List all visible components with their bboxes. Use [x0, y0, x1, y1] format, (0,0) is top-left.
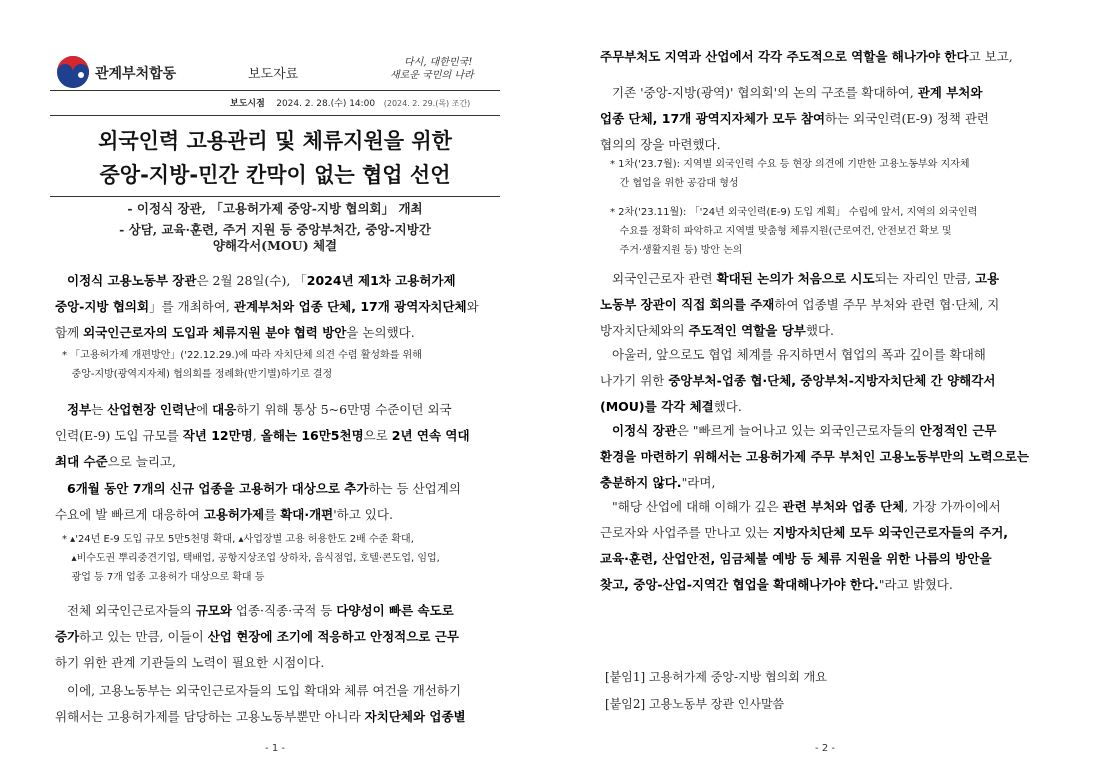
p1-paragraph-5 [55, 678, 505, 730]
title-line-1: 외국인력 고용관리 및 체류지원을 위한 [98, 129, 452, 153]
text-run: 에 [196, 402, 213, 417]
text-run: 수요에 발 빠르게 대응하여 [55, 507, 204, 522]
text-run: 을 논의했다. [346, 325, 415, 340]
text-run: 기존 '중앙-지방(광역)' 협의회'의 논의 구조를 확대하여, [612, 85, 918, 100]
release-info [230, 96, 470, 109]
bold-run: 업종 단체, 17개 광역지자체가 모두 참여 [600, 111, 826, 126]
release-label: 보도시점 [230, 99, 265, 109]
text-run: 를 [264, 507, 281, 522]
text-run: 아울러, 앞으로도 협업 체계를 유지하면서 협업의 폭과 깊이를 확대해 [612, 347, 986, 362]
title-line-2: 중앙-지방-민간 칸막이 없는 협업 선언 [99, 163, 451, 187]
bold-run: 중앙부처-업종 협·단체, 중앙부처-지방자치단체 간 양해각서 [668, 373, 996, 388]
bold-run: 고용허가제 [203, 507, 265, 522]
p1-paragraph-4 [55, 598, 505, 676]
text-run: 은 2월 28일(수), 「 [196, 273, 307, 288]
bold-run: 지방자치단체 모두 외국인근로자들의 주거, [772, 525, 1009, 540]
text-run: '하고 있다. [333, 507, 393, 522]
p2-note-2 [610, 203, 1060, 260]
p2-paragraph-1 [600, 44, 1060, 70]
text-run: "라고 밝혔다. [878, 577, 953, 592]
text-run: 는 [91, 402, 108, 417]
text-run: 했다. [713, 399, 742, 414]
text-run: 나가기 위한 [600, 373, 669, 388]
subtitle-2b: 양해각서(MOU) 체결 [212, 238, 338, 253]
bold-run: 산업현장 인력난 [107, 402, 197, 417]
text-run: 으로 [363, 428, 392, 443]
subtitle-2a: - 상담, 교육·훈련, 주거 지원 등 중앙부처간, 중앙-지방간 [119, 222, 431, 237]
bold-run: 6개월 동안 7개의 신규 업종을 고용허가 대상으로 추가 [67, 481, 369, 496]
bold-run: 중앙-지방 협의회 [55, 299, 150, 314]
bold-run: 교육·훈련, 산업안전, 임금체불 예방 등 체류 지원을 위한 나름의 방안을 [600, 551, 992, 566]
attachment-1: [붙임1] 고용허가제 중앙-지방 협의회 개요 [605, 670, 827, 684]
bold-run: 대응 [212, 402, 237, 417]
text-run: 방자치단체와의 [600, 323, 689, 338]
text-run: 외국인근로자 관련 [612, 271, 717, 286]
page-number-2: - 2 - [815, 743, 835, 754]
p2-note-1 [610, 155, 1060, 193]
bold-run: 관련 부처와 업종 단체 [782, 499, 905, 514]
text-run: 함께 [55, 325, 84, 340]
text-run: * 「고용허가제 개편방안」('22.12.29.)에 따라 자치단체 의견 수렴 활성화를 위해 중앙-지방(광역지자체) 협의회를 정례화(반기별)하기로 결정 [62, 350, 422, 380]
p1-paragraph-2 [55, 397, 505, 475]
text-run: 하는 외국인력(E-9) 정책 관련 [825, 111, 989, 126]
text-run: * ▴'24년 E-9 도입 규모 5만5천명 확대, ▴사업장별 고용 허용한도 2배 수준 확대, ▴비수도권 뿌리중견기업, 택배업, 공항지상조업 상하차, 음식점업, 호텔·콘도업, 임업, 광업 등 7개 업종 고용허가 대상으로 확대 등 [62, 534, 440, 583]
p2-paragraph-2 [600, 80, 1060, 158]
text-run: * 1차('23.7월): 지역별 외국인력 수요 등 현장 의견에 기반한 고용노동부와 지자체 간 협업을 위한 공감대 형성 [610, 159, 970, 189]
bold-run: 최대 수준 [55, 454, 108, 469]
text-run: , 가장 가까이에서 [904, 499, 1001, 514]
bold-run: 올해는 16만5천명 [260, 428, 364, 443]
text-run: 전체 외국인근로자들의 [67, 603, 196, 618]
text-run: 하기 위해 통상 5~6만명 수준이던 외국 [236, 402, 452, 417]
p1-paragraph-1 [55, 268, 505, 346]
p2-paragraph-3 [600, 266, 1060, 344]
bold-run: 2024년 제1차 고용허가제 [306, 273, 456, 288]
bold-run: 고용 [974, 271, 1000, 286]
p1-note-1 [62, 346, 502, 384]
doc-type-label: 보도자료 [248, 67, 299, 82]
text-run: 업종·직종·국적 등 [231, 603, 337, 618]
bold-run: 규모와 [195, 603, 232, 618]
bold-run: 확대된 논의가 처음으로 시도 [716, 271, 875, 286]
bold-run: 주무부처도 지역과 산업에서 각각 주도적으로 역할을 해나가야 한다 [600, 49, 969, 64]
text-run: "라며, [681, 475, 716, 490]
org-name: 관계부처합동 [95, 66, 177, 82]
text-run: 되는 자리인 만큼, [874, 271, 975, 286]
bold-run: 작년 12만명 [182, 428, 253, 443]
release-time: 2024. 2. 28.(수) 14:00 [276, 99, 376, 109]
bold-run: 산업 현장에 조기에 적응하고 안정적으로 근무 [207, 629, 459, 644]
text-run: 했다. [805, 323, 835, 338]
page-number-1: - 1 - [265, 743, 285, 754]
text-run: 와 [466, 299, 479, 314]
bold-run: 이정식 장관 [612, 423, 677, 438]
text-run: 인력(E-9) 도입 규모를 [55, 428, 183, 443]
text-run: 은 "빠르게 늘어나고 있는 외국인근로자들의 [676, 423, 920, 438]
bold-run: 찾고, 중앙-산업-지역간 협업을 확대해나가야 한다. [600, 577, 879, 592]
text-run: 고 보고, [968, 49, 1013, 64]
bold-run: 증가 [55, 629, 80, 644]
p1-paragraph-3 [55, 476, 505, 528]
bold-run: 확대·개편 [280, 507, 334, 522]
text-run: 하는 등 산업계의 [368, 481, 461, 496]
bold-run: 안정적인 근무 [919, 423, 997, 438]
text-run: * 2차('23.11월): 「'24년 외국인력(E-9) 도입 계획」 수립에 앞서, 지역의 외국인력 수요를 정확히 파악하고 지역별 맞춤형 체류지원(근로여건, 안전보건 확보 및 주거·생활지원 등) 방안 논의 [610, 207, 978, 256]
text-run: 하여 업종별 주무 부처와 관련 협·단체, 지 [774, 297, 1000, 312]
bold-run: (MOU)를 각각 체결 [600, 399, 714, 414]
bold-run: 환경을 마련하기 위해서는 고용허가제 주무 부처인 고용노동부만의 노력으로는 [600, 449, 1029, 464]
p2-paragraph-4 [600, 342, 1060, 420]
bold-run: 2년 연속 역대 [391, 428, 470, 443]
page-2 [550, 0, 1100, 778]
bold-run: 외국인근로자의 도입과 체류지원 분야 협력 방안 [83, 325, 347, 340]
bold-run: 다양성이 빠른 속도로 [336, 603, 454, 618]
text-run: 이에, 고용노동부는 외국인근로자들의 도입 확대와 체류 여건을 개선하기 [67, 683, 462, 698]
text-run: 협의의 장을 마련했다. [600, 137, 721, 152]
text-run: 근로자와 사업주를 만나고 있는 [600, 525, 773, 540]
text-run: 하고 있는 만큼, 이들이 [79, 629, 208, 644]
text-run: "해당 산업에 대해 이해가 깊은 [612, 499, 783, 514]
text-run: 위해서는 고용허가제를 담당하는 고용노동부뿐만 아니라 [55, 709, 365, 724]
bold-run: 충분하지 않다. [600, 475, 682, 490]
bold-run: 관계부처와 업종 단체, 17개 광역자치단체 [233, 299, 467, 314]
text-run: 하기 위한 관계 기관들의 노력이 필요한 시점이다. [55, 655, 325, 670]
text-run: , [252, 428, 261, 443]
bold-run: 노동부 장관이 직접 회의를 주재 [600, 297, 775, 312]
p2-paragraph-5 [600, 418, 1060, 496]
p1-note-2 [62, 530, 502, 587]
text-run: 으로 늘리고, [107, 454, 176, 469]
title-box [50, 115, 500, 197]
slogan-logo: 다시, 대한민국! 새로운 국민의 나라 [390, 57, 474, 81]
bold-run: 주도적인 역할을 당부 [688, 323, 806, 338]
attachment-2: [붙임2] 고용노동부 장관 인사말씀 [605, 697, 785, 711]
bold-run: 관계 부처와 [917, 85, 983, 100]
bold-run: 자치단체와 업종별 [364, 709, 466, 724]
government-emblem-icon [55, 54, 91, 90]
text-run: 」를 개최하여, [149, 299, 234, 314]
header-divider [50, 90, 500, 91]
subtitle-1: - 이정식 장관, 「고용허가제 중앙-지방 협의회」 개최 [127, 201, 423, 216]
p2-paragraph-6 [600, 494, 1060, 598]
release-note: (2024. 2. 29.(목) 조간) [383, 99, 471, 108]
bold-run: 이정식 고용노동부 장관 [67, 273, 197, 288]
bold-run: 정부 [67, 402, 92, 417]
